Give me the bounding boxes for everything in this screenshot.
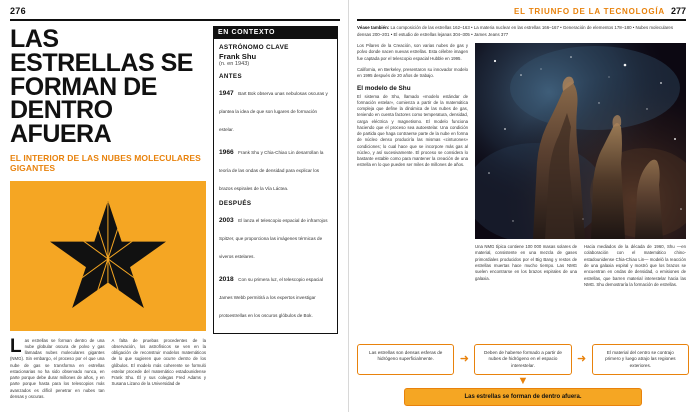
page-title: LAS ESTRELLAS SE FORMAN DE DENTRO AFUERA (10, 25, 193, 148)
right-page-header (357, 6, 686, 16)
body-paragraph-1-text: as estrellas se forman dentro de una nube globular oscura de polvo y gas llamadas nubes moleculares gigantes (NMG). Sin embargo, el proceso por el que una nube de gas se transforma en estrellas estacionarias no ha sido observado nunca, en parte porque debe durar millones de años, y en parte porque hasta para los telescopios más avanzados es difícil penetrar en nubes tan densas y oscuras. (10, 337, 105, 399)
left-main-column (10, 26, 206, 400)
left-page-columns (10, 26, 340, 400)
section-heading: El modelo de Shu (357, 84, 411, 92)
header-rule-right (357, 19, 686, 21)
see-also-references: La composición de las estrellas 162–163 • La materia nuclear en las estrellas 166–167 • Generación de elementos 178–180 • Nubes moleculares densas 200–201 • El estudio de estrellas lejanas 304–305 • James Jeans 377 (357, 25, 674, 37)
image-caption: Los Pilares de la Creación, son varias nubes de gas y polvo donde nacen nuevas estrellas. Esta célebre imagen fue captada por el telescopio espacial Hubble en 1995. (357, 43, 468, 61)
sidebar-key-person: Frank Shu (219, 52, 257, 61)
right-col3-paragraph: Hacia mediados de la década de 1960, Shu —en colaboración con el matemático chino-estadounidense Chia-Chiao Lin— modeló la reacción de una galaxia espiral y mostró que los brazos se encuentran en ondas de densidad, o emisiones de estrellas, que barren material interestelar hacia las NMG. Shu demostraría la formación de estrellas. (584, 244, 686, 287)
timeline-item (219, 141, 332, 195)
timeline-after-label: DESPUÉS (219, 200, 252, 207)
nebula-artwork (475, 43, 686, 239)
timeline-year: 1966 (219, 149, 234, 156)
timeline-item (219, 268, 332, 322)
sidebar-header: EN CONTEXTO (213, 26, 338, 39)
conclusion-flow-diagram (357, 344, 689, 406)
page-number-left: 276 (10, 6, 26, 16)
right-page-columns (357, 43, 686, 293)
en-contexto-sidebar (213, 26, 338, 400)
timeline-year: 2003 (219, 217, 234, 224)
running-title: EL TRIUNFO DE LA TECNOLOGÍA (514, 7, 665, 16)
flow-step-3: El material del centro se contrajo primero y luego atrajo las regiones exteriores. (592, 344, 689, 375)
see-also-line (357, 25, 686, 38)
arrow-down-icon: ▼ (517, 375, 529, 387)
flow-step-1: Las estrellas son densas esferas de hidrógeno superficialmente. (357, 344, 454, 375)
right-column-2 (475, 244, 577, 293)
right-paragraph-2: California, en Berkeley, presentaron su innovador modelo en 1995 después de 20 años de trabajo. (357, 67, 468, 79)
timeline-item (219, 82, 332, 136)
see-also-label: Véase también: (357, 25, 390, 30)
arrow-right-icon: ➜ (459, 352, 469, 365)
body-paragraph-2: A falta de pruebas procedentes de la observación, los astrofísicos se ven en la obligación de reconstruir modelos matemáticos de lo que sugieren que ocurre dentro de los glóbulos. El modelo más coherente se formuló estelar procede del matemático estadounidense Frank Shu. Él y sus colegas Fred Adams y Susana Lizano de la Universidad de (111, 337, 206, 387)
sidebar-key-person-dates: (n. en 1943) (219, 61, 250, 67)
drop-cap: L (10, 335, 22, 357)
timeline-text: Bart Bok observa unas nebulosas oscuras y plantea la idea de que son lugares de formación estelar. (219, 91, 328, 132)
pillars-of-creation-image (475, 43, 686, 239)
right-column-3 (584, 244, 686, 293)
timeline-item (219, 209, 332, 263)
timeline-year: 1947 (219, 90, 234, 97)
star-line-group (50, 201, 166, 317)
right-paragraph-3: El sistema de Shu, llamado «modelo estándar de formación estelar», comienza a partir de la matemática compleja que define la dinámica de las nubes de gas, teniendo en cuenta factores como temperatura, densidad, carga eléctrica y magnetismo. El modelo funciona haciendo que el proceso sea autoestelar. Una condición de partida que haga contraerse parte de la nube en forma de núcleo denso produciría las mismas «cinturones» condiciones; lo cual hace que se incorpore más gas al núcleo, y así sucesivamente. El proceso se considera lo bastante estable como para mantener la creación de una estrella en lo que pueden ser miles de millones de años. (357, 93, 468, 168)
flow-steps-row (357, 344, 689, 375)
sidebar-body (213, 39, 338, 334)
timeline-year: 2018 (219, 276, 234, 283)
body-paragraph-1 (10, 335, 105, 400)
page-subtitle: EL INTERIOR DE LAS NUBES MOLECULARES GIGANTES (10, 152, 201, 173)
timeline-before-label: ANTES (219, 73, 242, 80)
page-number-right: 277 (670, 6, 686, 16)
arrow-right-icon: ➜ (577, 352, 587, 365)
timeline-text: El lanza el telescopio espacial de infrarrojos Spitzer, que proporciona las imágenes térmicas de viveros estelares. (219, 218, 328, 259)
sidebar-kicker: ASTRÓNOMO CLAVE (219, 44, 289, 51)
nebula-figure-column (475, 43, 686, 293)
flow-step-2: Deben de haberse formado a partir de nubes de hidrógeno en el espacio interestelar. (474, 344, 571, 375)
timeline-text: Con su primera luz, el telescopio espacial James Webb permitirá a los expertos investigar protoestrellas en los oscuros glóbulos de Bok. (219, 277, 323, 318)
timeline-text: Frank Shu y Chia-Chiao Lin desarrollan la teoría de las ondas de densidad para explicar los brazos espirales de la Vía Láctea. (219, 150, 324, 191)
right-col2-paragraph: Una NMG típica contiene 100 000 masas solares de material, consistente en una mezcla de gases primordiales producidos por el Big Bang y restos de estrellas muertas hace mucho tiempo. Las NMG suelen encontrarse en los brazos espirales de una galaxia. (475, 244, 577, 281)
star-inner-rays (50, 201, 166, 317)
right-lower-columns (475, 244, 686, 293)
right-text-column (357, 43, 468, 293)
header-rule-left (10, 19, 340, 21)
star-illustration (10, 181, 206, 331)
right-page (348, 0, 696, 412)
flow-conclusion: Las estrellas se forman de dentro afuera. (404, 388, 642, 406)
left-body-text (10, 335, 206, 400)
